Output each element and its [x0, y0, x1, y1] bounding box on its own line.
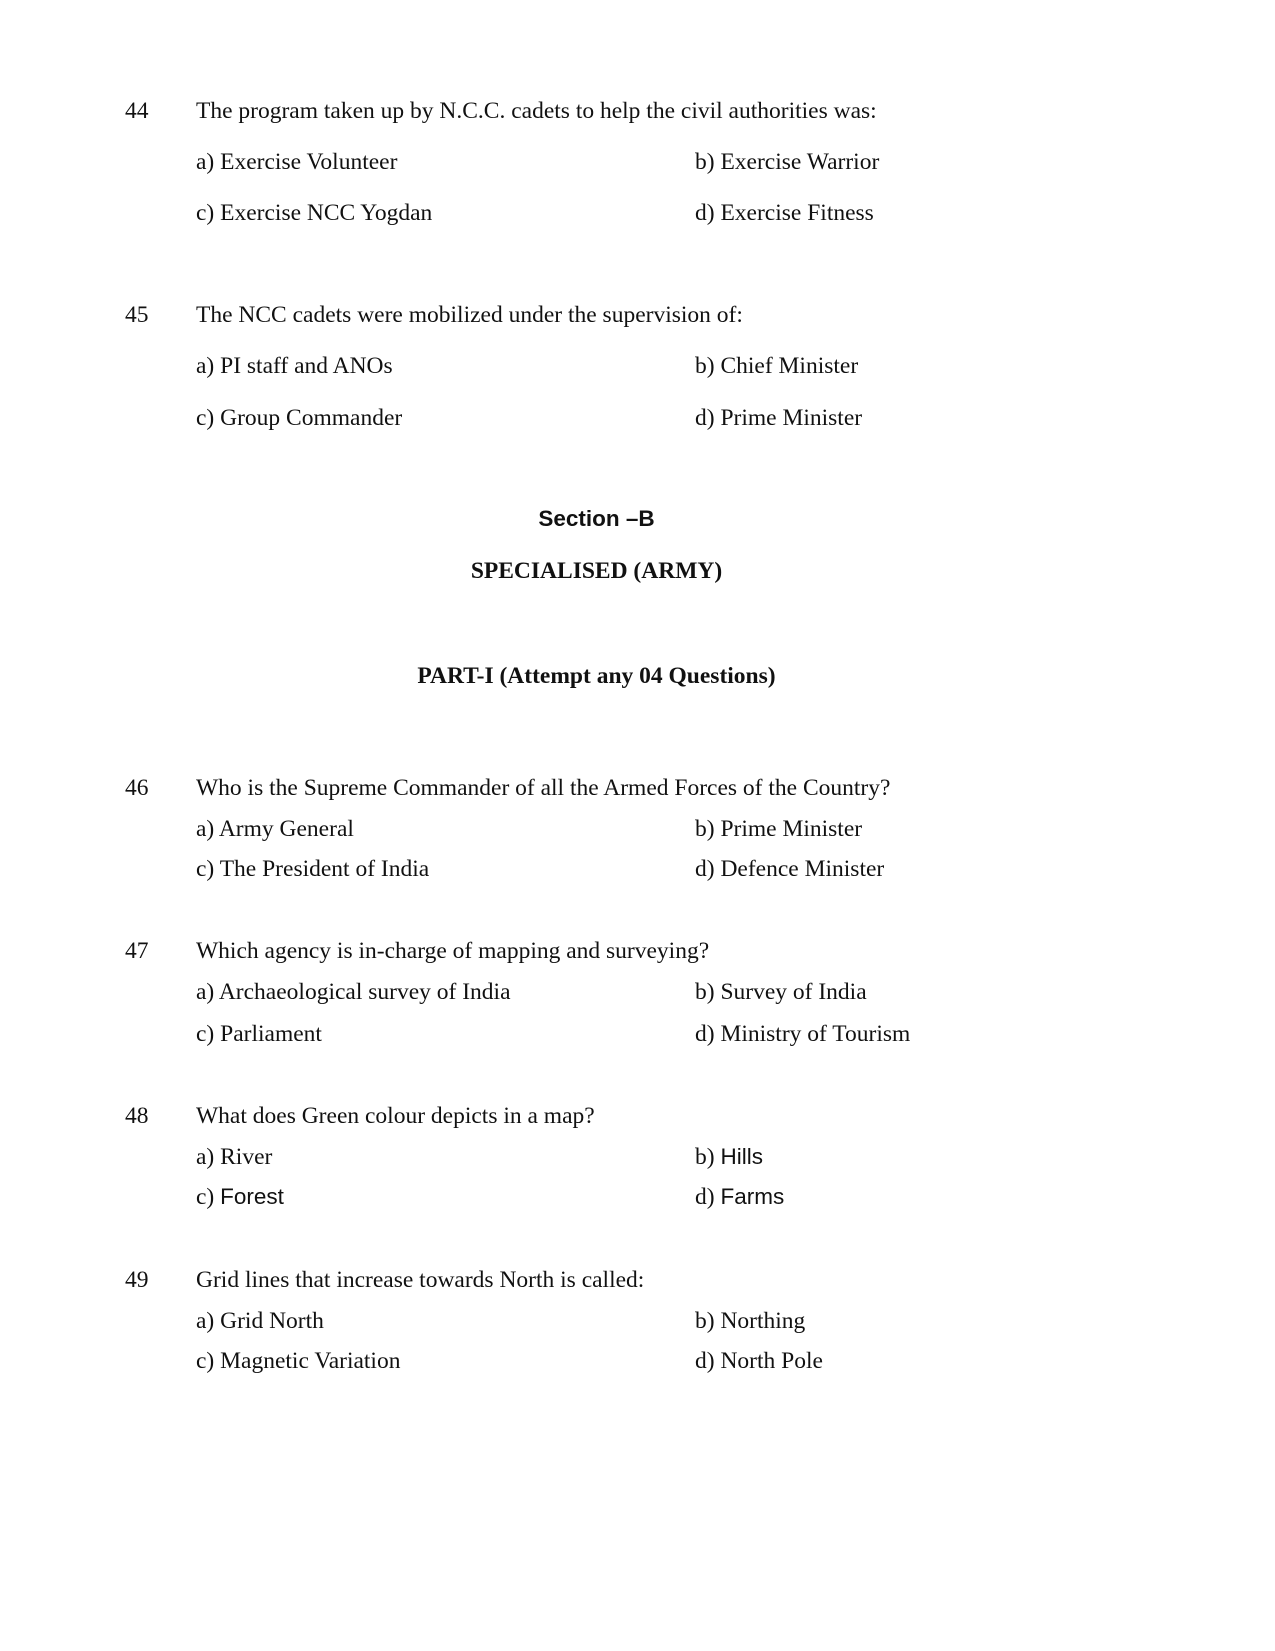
option-b: b) Prime Minister — [695, 816, 863, 842]
option-c: c) Group Commander — [196, 405, 403, 431]
question-text: Grid lines that increase towards North is called: — [196, 1267, 645, 1293]
option-a: a) PI staff and ANOs — [196, 353, 393, 379]
section-title: Section –B — [538, 506, 655, 531]
option-b: b) Northing — [695, 1308, 806, 1334]
option-d: d) Defence Minister — [695, 856, 885, 882]
option-b: b) Chief Minister — [695, 353, 859, 379]
option-text: Forest — [220, 1184, 284, 1209]
option-d — [695, 1183, 784, 1211]
option-a: a) Exercise Volunteer — [196, 149, 398, 175]
option-c — [196, 1183, 284, 1211]
option-text: Hills — [720, 1144, 763, 1169]
section-subtitle: SPECIALISED (ARMY) — [470, 558, 723, 584]
question-number: 49 — [125, 1267, 149, 1293]
question-number: 47 — [125, 938, 149, 964]
question-number: 46 — [125, 775, 149, 801]
question-text: The program taken up by N.C.C. cadets to help the civil authorities was: — [196, 98, 877, 124]
option-prefix: c) — [196, 1184, 221, 1210]
option-prefix: b) — [695, 1144, 721, 1170]
option-a: a) Grid North — [196, 1308, 324, 1334]
question-number: 48 — [125, 1103, 149, 1129]
option-a: a) River — [196, 1144, 273, 1170]
option-a: a) Archaeological survey of India — [196, 979, 511, 1005]
option-d: d) Prime Minister — [695, 405, 863, 431]
option-text: Farms — [720, 1184, 785, 1209]
option-a: a) Army General — [196, 816, 354, 842]
option-c: c) The President of India — [196, 856, 430, 882]
option-d: d) Ministry of Tourism — [695, 1021, 911, 1047]
option-c: c) Magnetic Variation — [196, 1348, 401, 1374]
option-c: c) Exercise NCC Yogdan — [196, 200, 433, 226]
question-text: Which agency is in-charge of mapping and surveying? — [196, 938, 710, 964]
question-text: The NCC cadets were mobilized under the supervision of: — [196, 302, 743, 328]
option-b: b) Exercise Warrior — [695, 149, 880, 175]
option-b: b) Survey of India — [695, 979, 867, 1005]
question-number: 44 — [125, 98, 149, 124]
question-text: What does Green colour depicts in a map? — [196, 1103, 595, 1129]
question-number: 45 — [125, 302, 149, 328]
question-text: Who is the Supreme Commander of all the Armed Forces of the Country? — [196, 775, 891, 801]
part-heading: PART-I (Attempt any 04 Questions) — [417, 663, 776, 689]
option-b — [695, 1143, 763, 1171]
option-c: c) Parliament — [196, 1021, 322, 1047]
option-d: d) Exercise Fitness — [695, 200, 874, 226]
option-d: d) North Pole — [695, 1348, 823, 1374]
option-prefix: d) — [695, 1184, 721, 1210]
